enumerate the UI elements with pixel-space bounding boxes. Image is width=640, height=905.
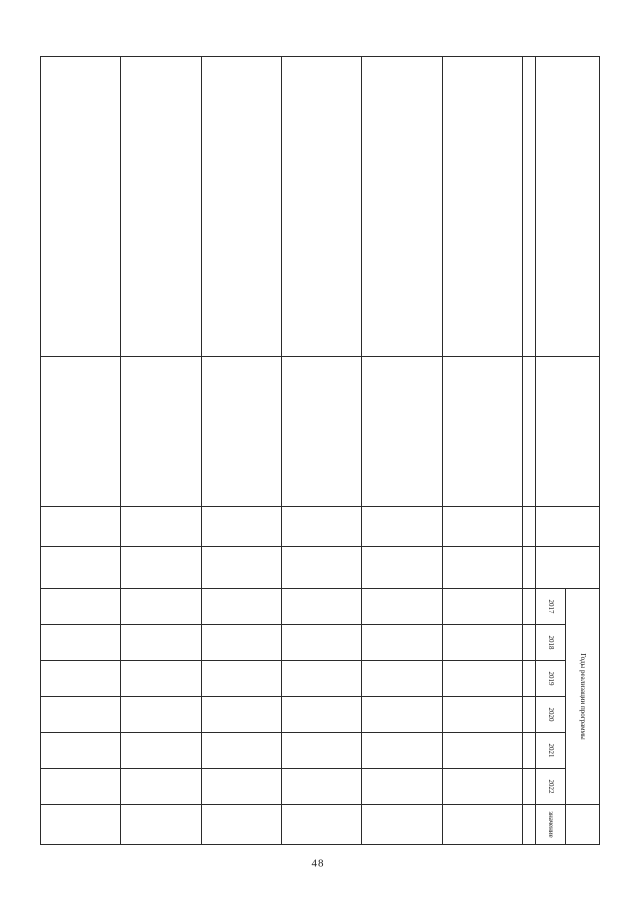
document-page bbox=[40, 56, 600, 876]
unit-cell bbox=[442, 507, 522, 547]
column-number bbox=[523, 625, 536, 661]
total-value-cell bbox=[201, 805, 281, 845]
total-value-cell bbox=[121, 805, 201, 845]
year-value-cell bbox=[282, 697, 362, 733]
year-header-2018: 2018 bbox=[536, 625, 566, 661]
indicator-name-cell bbox=[201, 357, 281, 507]
year-value-cell bbox=[362, 733, 442, 769]
table-row bbox=[121, 57, 201, 845]
financial-year-cell bbox=[362, 547, 442, 589]
year-value-cell bbox=[282, 589, 362, 625]
year-value-cell bbox=[201, 769, 281, 805]
year-value-cell bbox=[362, 769, 442, 805]
table-row bbox=[41, 57, 121, 845]
total-value-header bbox=[566, 805, 600, 845]
total-value-cell bbox=[282, 805, 362, 845]
financial-year-cell bbox=[442, 547, 522, 589]
year-value-cell bbox=[121, 661, 201, 697]
table-row bbox=[362, 57, 442, 845]
financial-year-cell bbox=[282, 547, 362, 589]
year-header-2022: 2022 bbox=[536, 769, 566, 805]
column-number bbox=[523, 769, 536, 805]
year-value-cell bbox=[201, 625, 281, 661]
unit-cell bbox=[41, 507, 121, 547]
program-indicators-table bbox=[40, 56, 600, 845]
year-header-2019: 2019 bbox=[536, 661, 566, 697]
year-value-cell bbox=[362, 661, 442, 697]
total-value-label: значение bbox=[536, 805, 566, 845]
total-value-cell bbox=[442, 805, 522, 845]
year-value-cell bbox=[362, 697, 442, 733]
column-number bbox=[523, 697, 536, 733]
year-value-cell bbox=[201, 733, 281, 769]
year-value-cell bbox=[41, 625, 121, 661]
year-value-cell bbox=[201, 589, 281, 625]
year-value-cell bbox=[41, 769, 121, 805]
budget-codes-cell bbox=[121, 57, 201, 357]
indicator-name-cell bbox=[362, 357, 442, 507]
indicator-name-header bbox=[536, 357, 600, 507]
program-years-header: Годы реализации программы bbox=[566, 589, 600, 805]
table-row bbox=[282, 57, 362, 845]
column-number bbox=[523, 661, 536, 697]
column-number bbox=[523, 357, 536, 507]
year-value-cell bbox=[442, 625, 522, 661]
year-header-2020: 2020 bbox=[536, 697, 566, 733]
year-value-cell bbox=[121, 769, 201, 805]
year-value-cell bbox=[121, 697, 201, 733]
budget-codes-cell bbox=[362, 57, 442, 357]
budget-codes-cell bbox=[282, 57, 362, 357]
column-number bbox=[523, 589, 536, 625]
total-value-cell bbox=[362, 805, 442, 845]
year-value-cell bbox=[121, 589, 201, 625]
year-header-2021: 2021 bbox=[536, 733, 566, 769]
financial-year-cell bbox=[41, 547, 121, 589]
column-number bbox=[523, 547, 536, 589]
year-value-cell bbox=[121, 625, 201, 661]
year-value-cell bbox=[282, 625, 362, 661]
column-number bbox=[523, 805, 536, 845]
year-value-cell bbox=[442, 589, 522, 625]
budget-codes-cell bbox=[442, 57, 522, 357]
unit-cell bbox=[121, 507, 201, 547]
table-body bbox=[41, 57, 523, 845]
table-row bbox=[201, 57, 281, 845]
unit-cell bbox=[201, 507, 281, 547]
year-value-cell bbox=[362, 589, 442, 625]
indicator-name-cell bbox=[442, 357, 522, 507]
total-value-cell bbox=[41, 805, 121, 845]
budget-codes-cell bbox=[41, 57, 121, 357]
unit-cell bbox=[362, 507, 442, 547]
year-value-cell bbox=[41, 733, 121, 769]
year-value-cell bbox=[282, 769, 362, 805]
table-row bbox=[442, 57, 522, 845]
year-value-cell bbox=[41, 697, 121, 733]
unit-cell bbox=[282, 507, 362, 547]
financial-year-cell bbox=[201, 547, 281, 589]
year-value-cell bbox=[442, 697, 522, 733]
year-value-cell bbox=[442, 769, 522, 805]
year-value-cell bbox=[201, 661, 281, 697]
year-header-2017: 2017 bbox=[536, 589, 566, 625]
indicator-name-cell bbox=[121, 357, 201, 507]
column-number bbox=[523, 507, 536, 547]
page-number: 48 bbox=[311, 857, 325, 870]
indicator-name-cell bbox=[41, 357, 121, 507]
year-value-cell bbox=[201, 697, 281, 733]
year-value-cell bbox=[121, 733, 201, 769]
year-value-cell bbox=[442, 661, 522, 697]
financial-year-header bbox=[536, 547, 600, 589]
year-value-cell bbox=[41, 661, 121, 697]
financial-year-cell bbox=[121, 547, 201, 589]
year-value-cell bbox=[282, 733, 362, 769]
indicator-name-cell bbox=[282, 357, 362, 507]
year-value-cell bbox=[41, 589, 121, 625]
budget-codes-cell bbox=[201, 57, 281, 357]
year-value-cell bbox=[362, 625, 442, 661]
year-value-cell bbox=[282, 661, 362, 697]
codes-header bbox=[536, 57, 600, 357]
year-value-cell bbox=[442, 733, 522, 769]
column-number bbox=[523, 57, 536, 357]
column-number bbox=[523, 733, 536, 769]
unit-header bbox=[536, 507, 600, 547]
column-number-row bbox=[523, 57, 536, 845]
